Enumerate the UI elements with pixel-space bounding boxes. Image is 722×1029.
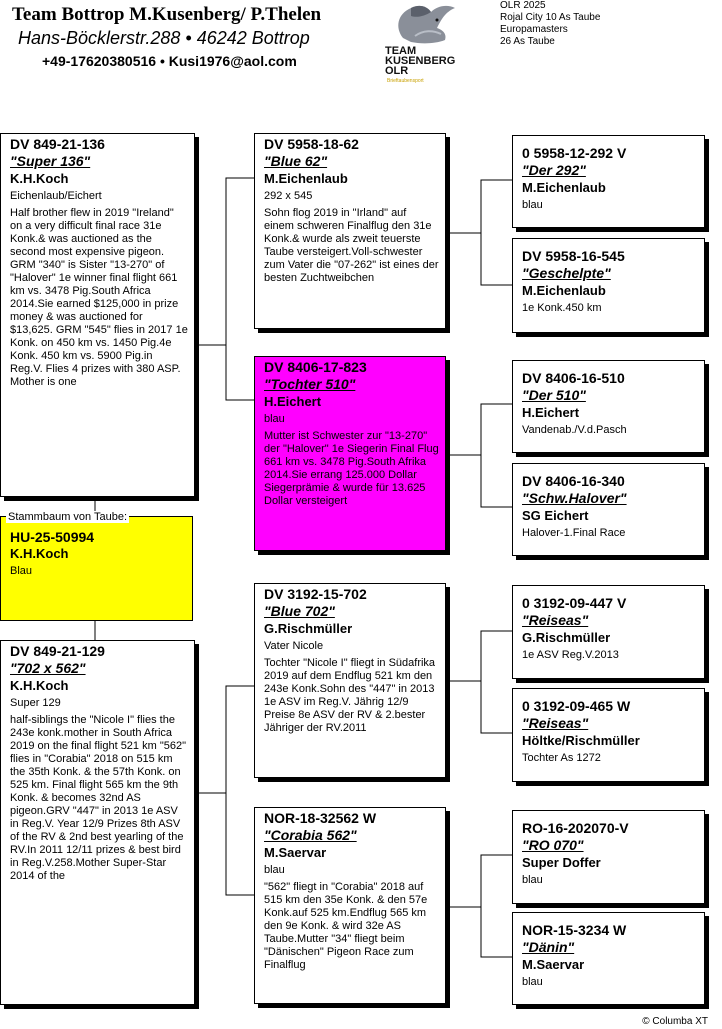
ring-number: DV 849-21-136 <box>10 136 105 152</box>
pigeon-icon <box>385 0 471 50</box>
connector-line <box>195 178 254 345</box>
pigeon-name: "RO 070" <box>522 837 584 853</box>
pedigree-label: Stammbaum von Taube: <box>8 511 128 523</box>
connector-line <box>481 233 512 285</box>
connector-line <box>226 793 254 895</box>
connector-line <box>195 686 254 793</box>
logo-line-1: TEAM <box>385 45 417 57</box>
info-line-1: OLR 2025 <box>500 0 546 11</box>
connector-line <box>481 681 512 733</box>
ring-number: 0 5958-12-292 V <box>522 145 627 161</box>
sub-info: Vandenab./V.d.Pasch <box>522 424 627 436</box>
father-card[interactable] <box>0 133 195 497</box>
ring-number: NOR-15-3234 W <box>522 922 627 938</box>
connector-line <box>446 404 512 455</box>
olr-info <box>500 0 600 48</box>
breeder: M.Eichenlaub <box>522 180 606 195</box>
sub-info: Vater Nicole <box>264 640 324 652</box>
pigeon-name: "Der 292" <box>522 162 586 178</box>
breeder: K.H.Koch <box>10 171 69 186</box>
breeder: H.Eichert <box>522 405 580 420</box>
info-line-3: Europamasters <box>500 24 568 35</box>
sub-info: 292 x 545 <box>264 190 313 202</box>
grandfather-maternal-card[interactable] <box>254 583 446 778</box>
great-grandparent-card-5[interactable] <box>512 585 705 679</box>
ring-number: RO-16-202070-V <box>522 820 629 836</box>
great-grandparent-card-8[interactable] <box>512 912 705 1005</box>
great-grandparent-card-1[interactable] <box>512 135 705 228</box>
logo-line-2: KUSENBERG <box>385 55 456 67</box>
great-grandparent-card-6[interactable] <box>512 688 705 782</box>
ring-number: NOR-18-32562 W <box>264 810 377 826</box>
description: Tochter "Nicole I" fliegt in Südafrika 2019 auf dem Endflug 521 km den 243e Konk.Sohn des "447" in 2013 1e ASV im Reg.V. Jährig 12/9 Preise 8e ASV der RV & 2.bester Jähriger der RV.2011 <box>264 657 436 734</box>
header-address: Hans-Böcklerstr.288 • 46242 Bottrop <box>18 28 310 48</box>
ring-number: DV 5958-18-62 <box>264 136 359 152</box>
color: Blau <box>10 565 33 577</box>
pigeon-name: "Geschelpte" <box>522 265 611 281</box>
sub-info: blau <box>522 976 543 988</box>
ring-number: 0 3192-09-465 W <box>522 698 631 714</box>
breeder: Super Doffer <box>522 855 601 870</box>
breeder: K.H.Koch <box>10 546 69 561</box>
ring-number: DV 3192-15-702 <box>264 586 367 602</box>
copyright: © Columba XT <box>642 1016 708 1027</box>
great-grandparent-card-2[interactable] <box>512 238 705 333</box>
ring-number: DV 8406-16-340 <box>522 473 625 489</box>
breeder: M.Saervar <box>264 845 327 860</box>
ring-number: DV 8406-17-823 <box>264 359 367 375</box>
pigeon-name: "702 x 562" <box>10 660 86 676</box>
pigeon-name: "Reiseas" <box>522 715 589 731</box>
great-grandparent-card-4[interactable] <box>512 463 705 556</box>
connector-line <box>226 345 254 400</box>
sub-info: 1e ASV Reg.V.2013 <box>522 649 619 661</box>
connector-line <box>481 455 512 507</box>
description: Half brother flew in 2019 "Ireland" on a very difficult final race 31e Konk.& was auctioned as the second most expensive pigeon. GRM "340" is Sister "13-270" of "Halover" 1e winner final flight 661 km vs. 3478 Pig.South Africa 2014.Sie earned $125,000 in prize money & was auctioned for $13,625. GRM "545" flies in 2017 1e Konk. on 450 km vs. 1450 Pig.4e Konk. 450 km vs. 5900 Pig.in Reg.V. Flies 4 prizes with 380 ASP. Mother is one <box>10 207 188 388</box>
ring-number: DV 5958-16-545 <box>522 248 625 264</box>
mother-card[interactable] <box>0 640 195 1005</box>
team-logo <box>385 0 471 86</box>
breeder: M.Eichenlaub <box>522 283 606 298</box>
ring-number: DV 8406-16-510 <box>522 370 625 386</box>
sub-info: blau <box>264 864 285 876</box>
breeder: M.Eichenlaub <box>264 171 348 186</box>
breeder: H.Eichert <box>264 394 322 409</box>
ring-number: 0 3192-09-447 V <box>522 595 627 611</box>
breeder: M.Saervar <box>522 957 585 972</box>
sub-info: Tochter As 1272 <box>522 752 601 764</box>
great-grandparent-card-7[interactable] <box>512 810 705 904</box>
header-contact: +49-17620380516 • Kusi1976@aol.com <box>42 53 297 69</box>
description: "562" fliegt in "Corabia" 2018 auf 515 km den 35e Konk. & den 57e Konk.auf 525 km.Endflug 565 km den 9e Konk. & wird 32e AS Taube.Mutter "34" fliegt beim "Dänischen" Pigeon Race zum Finalflug <box>264 881 428 971</box>
connector-line <box>446 631 512 681</box>
connector-line <box>446 180 512 233</box>
grandmother-paternal-card[interactable] <box>254 356 446 551</box>
connector-line <box>481 907 512 957</box>
header-title: Team Bottrop M.Kusenberg/ P.Thelen <box>12 4 322 25</box>
breeder: SG Eichert <box>522 508 589 523</box>
sub-info: blau <box>522 199 543 211</box>
grandmother-maternal-card[interactable] <box>254 807 446 1004</box>
description: half-siblings the "Nicole I" flies the 243e konk.mother in South Africa 2019 on the final flight 521 km "562" flies in "Corabia" 2018 on 515 km the 35th Konk. & the 57th Konk. on 525 km. Final flight 565 km the 9th Konk. & becomes 32nd AS pigeon.GRV "447" in 2013 1e ASV in Reg.V. Year 12/9 Prizes 8th ASV of the RV & 2nd best yearling of the RV.In 2011 12/11 prizes & best bird in Reg.V.258.Mother Super-Star 2014 of the <box>10 714 186 882</box>
sub-info: Halover-1.Final Race <box>522 527 626 539</box>
grandfather-paternal-card[interactable] <box>254 133 446 329</box>
sub-info: blau <box>264 413 285 425</box>
breeder: K.H.Koch <box>10 678 69 693</box>
pigeon-name: "Tochter 510" <box>264 376 356 392</box>
pigeon-name: "Corabia 562" <box>264 827 357 843</box>
ring-number: HU-25-50994 <box>10 529 95 545</box>
description: Sohn flog 2019 in "Irland" auf einem schweren Finalflug den 31e Konk.& wurde als zweit teuerste Taube versteigert.Voll-schwester zum Vater die "07-262" ist eines der besten Zuchtweibchen <box>264 207 439 284</box>
subject-card[interactable] <box>0 516 193 621</box>
logo-line-3: OLR <box>385 65 409 77</box>
sub-info: blau <box>522 874 543 886</box>
pigeon-name: "Schw.Halover" <box>522 490 627 506</box>
info-line-4: 26 As Taube <box>500 36 555 47</box>
description: Mutter ist Schwester zur "13-270" der "Halover" 1e Siegerin Final Flug 661 km vs. 3478 Pig.South Afrika 2014.Sie errang 125.000 Dollar Siegerprämie & wurde für 13.625 Dollar versteigert <box>264 430 439 507</box>
pigeon-name: "Der 510" <box>522 387 586 403</box>
breeder: Höltke/Rischmüller <box>522 733 640 748</box>
connector-line <box>446 855 512 907</box>
sub-info: 1e Konk.450 km <box>522 302 602 314</box>
ring-number: DV 849-21-129 <box>10 643 105 659</box>
pigeon-name: "Reiseas" <box>522 612 589 628</box>
breeder: G.Rischmüller <box>522 630 611 645</box>
sub-info: Super 129 <box>10 697 61 709</box>
great-grandparent-card-3[interactable] <box>512 360 705 453</box>
pigeon-name: "Super 136" <box>10 153 91 169</box>
sub-info: Eichenlaub/Eichert <box>10 190 102 202</box>
logo-subtext: Brieftaubensport <box>387 78 424 84</box>
info-line-2: Rojal City 10 As Taube <box>500 12 601 23</box>
breeder: G.Rischmüller <box>264 621 353 636</box>
pigeon-name: "Dänin" <box>522 939 575 955</box>
pigeon-name: "Blue 62" <box>264 153 328 169</box>
pigeon-name: "Blue 702" <box>264 603 335 619</box>
